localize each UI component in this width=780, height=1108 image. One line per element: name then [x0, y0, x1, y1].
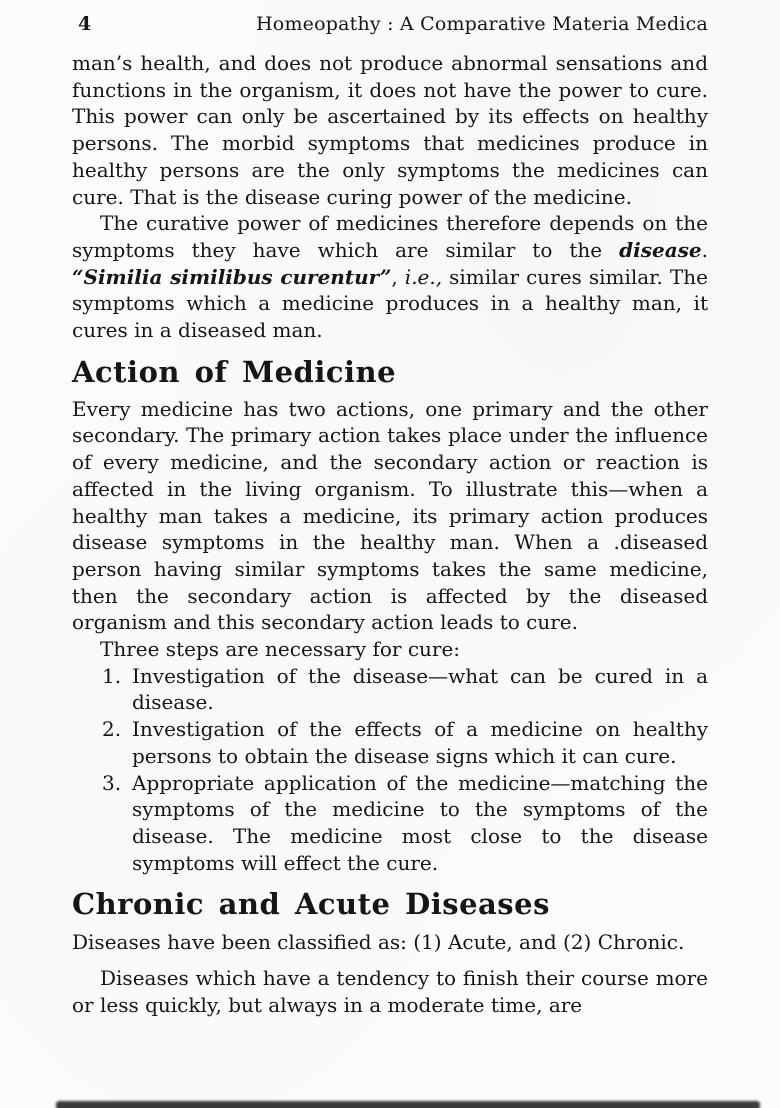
list-item-marker: 3.: [102, 770, 122, 795]
list-item: [102, 770, 708, 877]
paragraph-steps-intro: Three steps are necessary for cure:: [100, 637, 461, 662]
list-item-marker: 1.: [102, 663, 122, 688]
emphasis-ie: i.e.,: [404, 264, 443, 289]
paragraph-action-body: Every medicine has two actions, one primary and the other secondary. The primary action takes place under the influence of every medicine, and the secondary action or reaction is affected in the living organism. To illustrate this—when a healthy man takes a medicine, its primary action produces disease symptoms in the healthy man. When a .diseased person having similar symptoms takes the same medicine, then the secondary action is affected by the diseased organism and this secondary action leads to cure.: [72, 396, 708, 635]
running-title: Homeopathy : A Comparative Materia Medica: [256, 13, 708, 35]
list-item-text: Investigation of the effects of a medicine on healthy persons to obtain the disease signs which it can cure.: [132, 717, 708, 768]
section-heading-chronic-and-acute-diseases: Chronic and Acute Diseases: [72, 887, 550, 922]
curative-text-run: The curative power of medicines therefore depends on the symptoms they have which are similar to the: [72, 211, 708, 262]
curative-text-run: .: [701, 237, 708, 262]
emphasis-similia-similibus-curentur: “Similia similibus curentur”: [72, 264, 392, 289]
steps-list: [102, 663, 708, 877]
paragraph-classified: Diseases have been classified as: (1) Acute, and (2) Chronic.: [72, 930, 685, 955]
paragraph-curative: [72, 210, 708, 344]
emphasis-disease: disease: [619, 237, 702, 262]
list-item-text: Investigation of the disease—what can be cured in a disease.: [132, 663, 708, 715]
list-item: [102, 663, 708, 716]
paragraph-acute-diseases: Diseases which have a tendency to finish their course more or less quickly, but always in a moderate time, are: [72, 966, 708, 1017]
curative-text-run: similar cures similar. The symptoms which a medicine produces in a healthy man, it cures in a diseased man.: [72, 264, 708, 343]
cropped-next-line-artifact: [56, 1101, 760, 1108]
list-item: [102, 716, 708, 769]
page-header: [72, 12, 708, 36]
list-item-marker: 2.: [102, 717, 122, 742]
curative-text-run: ,: [391, 264, 405, 289]
list-item-text: Appropriate application of the medicine—matching the symptoms of the medicine to the symptoms of the disease. The medicine most close to the disease symptoms will effect the cure.: [132, 770, 708, 875]
page-number: 4: [78, 13, 92, 35]
section-heading-action-of-medicine: Action of Medicine: [72, 354, 397, 389]
paragraph-intro: man’s health, and does not produce abnormal sensations and functions in the organism, it does not have the power to cure. This power can only be ascertained by its effects on healthy persons. The morbid symptoms that medicines produce in healthy persons are the only symptoms the medicines can cure. That is the disease curing power of the medicine.: [72, 51, 708, 209]
